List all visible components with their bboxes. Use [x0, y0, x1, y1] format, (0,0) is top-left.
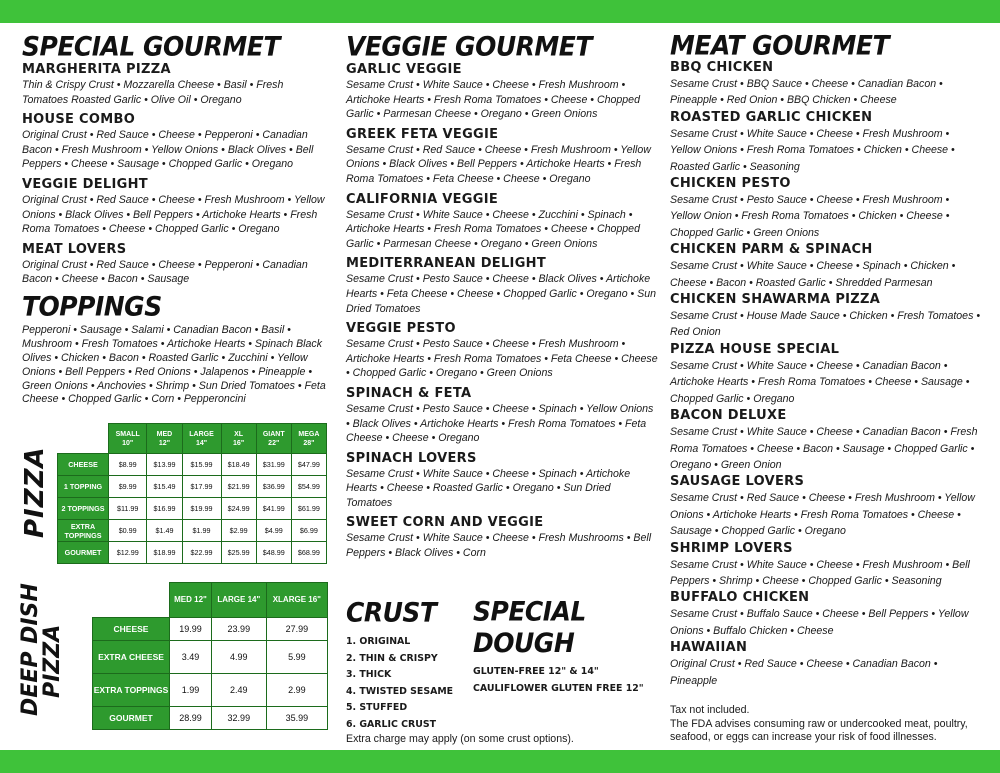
veggie-gourmet-list — [346, 62, 658, 561]
size-header-line: 16" — [233, 439, 245, 447]
menu-item-name: BACON DELUXE — [670, 408, 787, 424]
price-cell: 5.99 — [266, 641, 327, 674]
price-cell: $0.99 — [109, 520, 147, 542]
size-header-line: MEGA — [298, 430, 320, 438]
price-cell: $2.99 — [221, 520, 256, 542]
deep-dish-label-line2: PIZZA — [40, 624, 65, 698]
menu-item — [346, 451, 658, 511]
row-label: EXTRA CHEESE — [93, 641, 170, 674]
menu-item — [670, 292, 982, 341]
price-cell: 23.99 — [211, 618, 266, 641]
menu-item — [670, 342, 982, 407]
price-cell: $47.99 — [291, 454, 326, 476]
size-header-line: 28" — [303, 439, 315, 447]
price-cell: $25.99 — [221, 542, 256, 564]
menu-item — [346, 321, 658, 381]
menu-item-name: VEGGIE DELIGHT — [22, 176, 148, 192]
menu-item-name: SAUSAGE LOVERS — [670, 474, 805, 490]
menu-item-name: PIZZA HOUSE SPECIAL — [670, 341, 840, 357]
section-title-meat-gourmet: MEAT GOURMET — [670, 30, 889, 61]
crust-section — [346, 598, 476, 734]
menu-item — [346, 256, 658, 316]
pizza-table-body — [58, 454, 327, 564]
menu-item — [670, 640, 982, 689]
size-header-line: MED — [156, 430, 173, 438]
menu-item-name: CHICKEN PARM & SPINACH — [670, 242, 873, 258]
menu-item-name: SPINACH LOVERS — [346, 450, 477, 466]
pizza-price-table — [57, 423, 327, 564]
extra-charge-note: Extra charge may apply (on some crust options). — [346, 733, 574, 745]
price-cell: $61.99 — [291, 498, 326, 520]
menu-item-description: Sesame Crust • White Sauce • Cheese • Canadian Bacon • Artichoke Hearts • Fresh Roma Tomatoes • Cheese • Sausage • Chopped Garlic • Oregano — [670, 359, 970, 405]
table-row — [93, 707, 328, 730]
size-header — [221, 424, 256, 454]
price-cell: $21.99 — [221, 476, 256, 498]
section-title-special-dough: SPECIAL DOUGH — [473, 596, 586, 659]
table-row — [58, 498, 327, 520]
row-label: CHEESE — [93, 618, 170, 641]
size-header — [182, 424, 221, 454]
menu-item-name: HOUSE COMBO — [22, 112, 136, 128]
menu-item-name: BBQ CHICKEN — [670, 60, 774, 75]
table-row — [58, 454, 327, 476]
size-header — [291, 424, 326, 454]
table-row — [93, 641, 328, 674]
menu-item-name: CALIFORNIA VEGGIE — [346, 191, 499, 207]
menu-item-description: Sesame Crust • Pesto Sauce • Cheese • Black Olives • Artichoke Hearts • Feta Cheese • Cheese • Chopped Garlic • Oregano • Sun Dried Tomatoes — [346, 273, 657, 315]
price-cell: $31.99 — [256, 454, 291, 476]
menu-item — [346, 192, 658, 252]
menu-item — [670, 242, 982, 291]
crust-option: 6. GARLIC CRUST — [346, 718, 436, 730]
section-title-special-gourmet: SPECIAL GOURMET — [22, 31, 280, 62]
bottom-green-bar — [0, 750, 1000, 773]
price-cell: $12.99 — [109, 542, 147, 564]
price-cell: $1.49 — [147, 520, 182, 542]
table-row — [58, 476, 327, 498]
menu-item-description: Original Crust • Red Sauce • Cheese • Pepperoni • Canadian Bacon • Fresh Mushroom • Yellow Onions • Black Olives • Bell Peppers • Cheese • Sausage • Chopped Garlic • Oregano — [22, 129, 314, 171]
pizza-table-header-row — [58, 424, 327, 454]
menu-item — [670, 541, 982, 590]
menu-item-name: SPINACH & FETA — [346, 385, 472, 401]
size-header-line: LARGE — [189, 430, 214, 438]
price-cell: $6.99 — [291, 520, 326, 542]
top-green-bar — [0, 0, 1000, 23]
price-cell: 2.49 — [211, 674, 266, 707]
menu-item-name: CHICKEN SHAWARMA PIZZA — [670, 292, 881, 308]
price-cell: $8.99 — [109, 454, 147, 476]
menu-item-name: MARGHERITA PIZZA — [22, 62, 171, 77]
menu-item-name: GREEK FETA VEGGIE — [346, 126, 499, 142]
price-cell: $19.99 — [182, 498, 221, 520]
tax-note: Tax not included. — [670, 704, 750, 716]
price-cell: 32.99 — [211, 707, 266, 730]
price-cell: $9.99 — [109, 476, 147, 498]
menu-item — [346, 386, 658, 446]
special-gourmet-list — [22, 62, 332, 287]
deep-dish-label-line1: DEEP DISH — [18, 583, 43, 716]
table-row — [58, 542, 327, 564]
crust-option: 1. ORIGINAL — [346, 636, 411, 647]
price-cell: $11.99 — [109, 498, 147, 520]
crust-option: 5. STUFFED — [346, 702, 408, 714]
size-header-line: XL — [234, 430, 244, 438]
menu-item-description: Sesame Crust • White Sauce • Cheese • Fresh Mushroom • Artichoke Hearts • Fresh Roma Tomatoes • Cheese • Chopped Garlic • Parmesan Cheese • Oregano • Green Onions — [346, 79, 640, 121]
size-header — [147, 424, 182, 454]
menu-item-name: VEGGIE PESTO — [346, 321, 456, 337]
menu-item — [22, 242, 332, 287]
size-header — [256, 424, 291, 454]
price-cell: $48.99 — [256, 542, 291, 564]
price-cell: $18.99 — [147, 542, 182, 564]
column-meat-gourmet — [670, 32, 982, 690]
price-cell: $17.99 — [182, 476, 221, 498]
deep-dish-price-table — [92, 582, 328, 730]
price-cell: 19.99 — [170, 618, 212, 641]
deep-dish-vertical-label — [20, 583, 64, 716]
menu-item-description: Original Crust • Red Sauce • Cheese • Pepperoni • Canadian Bacon • Cheese • Bacon • Sausage — [22, 258, 308, 286]
dough-option: CAULIFLOWER GLUTEN FREE 12" — [473, 682, 644, 694]
row-label: EXTRA TOPPINGS — [58, 520, 109, 542]
meat-gourmet-list — [670, 60, 982, 689]
menu-item — [346, 62, 658, 122]
menu-item-description: Sesame Crust • White Sauce • Cheese • Canadian Bacon • Fresh Roma Tomatoes • Cheese • Bacon • Sausage • Chopped Garlic • Oregano • Green Onion — [670, 426, 978, 471]
menu-item — [670, 590, 982, 639]
menu-item — [22, 177, 332, 237]
menu-item — [670, 110, 982, 175]
price-cell: $22.99 — [182, 542, 221, 564]
size-header-line: 10" — [122, 439, 134, 447]
menu-item-description: Sesame Crust • Pesto Sauce • Cheese • Fresh Mushroom • Yellow Onion • Fresh Roma Tomatoes • Chicken • Cheese • Chopped Garlic • Green Onions — [670, 194, 950, 239]
size-header-line: GIANT — [262, 430, 285, 438]
row-label: EXTRA TOPPINGS — [93, 674, 170, 707]
price-cell: $24.99 — [221, 498, 256, 520]
price-cell: $54.99 — [291, 476, 326, 498]
menu-item-name: CHICKEN PESTO — [670, 176, 791, 192]
menu-item-description: Sesame Crust • Pesto Sauce • Cheese • Fresh Mushroom • Artichoke Hearts • Fresh Roma Tomatoes • Feta Cheese • Cheese • Chopped Garlic • Oregano • Green Onions — [346, 338, 658, 380]
menu-item-description: Sesame Crust • White Sauce • Cheese • Fresh Mushroom • Bell Peppers • Shrimp • Cheese • Chopped Garlic • Seasoning — [670, 558, 970, 587]
size-header: MED 12" — [170, 583, 212, 618]
section-title-veggie-gourmet: VEGGIE GOURMET — [346, 31, 592, 62]
price-cell: $41.99 — [256, 498, 291, 520]
table-row — [58, 520, 327, 542]
menu-item-description: Sesame Crust • White Sauce • Cheese • Fresh Mushroom • Yellow Onions • Fresh Roma Tomatoes • Chicken • Cheese • Roasted Garlic • Seasoning — [670, 127, 955, 173]
price-cell: 2.99 — [266, 674, 327, 707]
price-cell: 27.99 — [266, 618, 327, 641]
column-veggie-gourmet — [346, 32, 658, 566]
section-title-toppings: TOPPINGS — [22, 291, 162, 322]
menu-item-name: MEAT LOVERS — [22, 241, 127, 257]
row-label: 1 TOPPING — [58, 476, 109, 498]
menu-item — [670, 474, 982, 539]
special-dough-section — [473, 598, 663, 697]
price-cell: $13.99 — [147, 454, 182, 476]
price-cell: $16.99 — [147, 498, 182, 520]
menu-item-description: Sesame Crust • White Sauce • Cheese • Zucchini • Spinach • Artichoke Hearts • Fresh Roma Tomatoes • Cheese • Chopped Garlic • Parmesan Cheese • Oregano • Green Onions — [346, 208, 640, 250]
section-title-crust: CRUST — [346, 597, 437, 628]
menu-item-description: Sesame Crust • House Made Sauce • Chicken • Fresh Tomatoes • Red Onion — [670, 310, 981, 339]
row-label: 2 TOPPINGS — [58, 498, 109, 520]
price-cell: $36.99 — [256, 476, 291, 498]
menu-item-description: Sesame Crust • BBQ Sauce • Cheese • Canadian Bacon • Pineapple • Red Onion • BBQ Chicken • Cheese — [670, 78, 943, 107]
crust-list — [346, 634, 476, 734]
price-cell: $4.99 — [256, 520, 291, 542]
menu-item-name: BUFFALO CHICKEN — [670, 590, 810, 606]
menu-item-name: MEDITERRANEAN DELIGHT — [346, 256, 547, 272]
price-cell: 35.99 — [266, 707, 327, 730]
menu-item-name: ROASTED GARLIC CHICKEN — [670, 109, 873, 125]
row-label: GOURMET — [58, 542, 109, 564]
menu-item-description: Original Crust • Red Sauce • Cheese • Fresh Mushroom • Yellow Onions • Black Olives • Bell Peppers • Artichoke Hearts • Fresh Roma Tomatoes • Cheese • Chopped Garlic • Oregano — [22, 193, 325, 236]
special-dough-list — [473, 664, 663, 697]
menu-item-description: Sesame Crust • Red Sauce • Cheese • Fresh Mushroom • Yellow Onions • Artichoke Hearts • Fresh Roma Tomatoes • Cheese • Sausage • Chopped Garlic • Oregano — [670, 492, 975, 538]
table-row — [93, 674, 328, 707]
crust-option: 4. TWISTED SESAME — [346, 685, 454, 697]
column-special-gourmet — [22, 32, 332, 407]
fda-note: The FDA advises consuming raw or undercooked meat, poultry, seafood, or eggs can increase your risk of food illnesses. — [670, 717, 968, 743]
menu-item-name: GARLIC VEGGIE — [346, 62, 462, 77]
corner-cell — [58, 424, 109, 454]
crust-option: 3. THICK — [346, 669, 392, 681]
menu-item-name: SWEET CORN AND VEGGIE — [346, 515, 544, 531]
price-cell: $68.99 — [291, 542, 326, 564]
disclaimer-notes — [670, 704, 982, 745]
price-cell: 28.99 — [170, 707, 212, 730]
deep-table-header-row — [93, 583, 328, 618]
price-cell: $18.49 — [221, 454, 256, 476]
menu-item-description: Sesame Crust • White Sauce • Cheese • Fresh Mushrooms • Bell Peppers • Black Olives • Corn — [346, 532, 652, 560]
menu-item — [670, 60, 982, 109]
menu-item — [22, 62, 332, 107]
menu-item-description: Sesame Crust • Buffalo Sauce • Cheese • Bell Peppers • Yellow Onions • Buffalo Chicken • Cheese — [670, 608, 969, 637]
price-cell: $15.49 — [147, 476, 182, 498]
deep-table-body — [93, 618, 328, 730]
size-header: LARGE 14" — [211, 583, 266, 618]
menu-item-description: Thin & Crispy Crust • Mozzarella Cheese • Basil • Fresh Tomatoes Roasted Garlic • Olive Oil • Oregano — [22, 79, 284, 106]
price-cell: 3.49 — [170, 641, 212, 674]
size-header-line: 22" — [268, 439, 280, 447]
menu-item-description: Sesame Crust • Pesto Sauce • Cheese • Spinach • Yellow Onions • Black Olives • Artichoke Hearts • Fresh Roma Tomatoes • Feta Cheese • Cheese • Oregano — [346, 402, 654, 445]
toppings-list-text: Pepperoni • Sausage • Salami • Canadian Bacon • Basil • Mushroom • Fresh Tomatoes • Artichoke Hearts • Spinach Black Olives • Chicken • Bacon • Roasted Garlic • Zucchini • Yellow Onions • Bell Peppers • Red Onions • Jalapenos • Pineapple • Green Onions • Anchovies • Shrimp • Sun Dried Tomatoes • Feta Cheese • Chopped Garlic • Corn • Pepperoncini — [22, 323, 326, 406]
menu-item-description: Original Crust • Red Sauce • Cheese • Canadian Bacon • Pineapple — [670, 658, 938, 687]
size-header-line: 14" — [195, 439, 208, 447]
price-cell: $15.99 — [182, 454, 221, 476]
menu-item-description: Sesame Crust • White Sauce • Cheese • Spinach • Chicken • Cheese • Bacon • Roasted Garlic • Shredded Parmesan — [670, 260, 956, 289]
dough-option: GLUTEN-FREE 12" & 14" — [473, 666, 599, 677]
price-cell: $1.99 — [182, 520, 221, 542]
crust-option: 2. THIN & CRISPY — [346, 652, 438, 664]
menu-item-description: Sesame Crust • Red Sauce • Cheese • Fresh Mushroom • Yellow Onions • Black Olives • Bell Peppers • Artichoke Hearts • Fresh Roma Tomatoes • Feta Cheese • Cheese • Oregano — [346, 143, 651, 185]
pizza-vertical-label: PIZZA — [20, 446, 50, 538]
size-header — [109, 424, 147, 454]
menu-item — [346, 515, 658, 560]
size-header: XLARGE 16" — [266, 583, 327, 618]
price-cell: 1.99 — [170, 674, 212, 707]
menu-item-description: Sesame Crust • White Sauce • Cheese • Spinach • Artichoke Hearts • Cheese • Roasted Garlic • Oregano • Sun Dried Tomatoes — [346, 467, 631, 509]
menu-item — [670, 408, 982, 473]
table-row — [93, 618, 328, 641]
menu-item — [346, 127, 658, 187]
row-label: CHEESE — [58, 454, 109, 476]
price-cell: 4.99 — [211, 641, 266, 674]
menu-item-name: HAWAIIAN — [670, 640, 748, 656]
corner-cell — [93, 583, 170, 618]
row-label: GOURMET — [93, 707, 170, 730]
menu-item-name: SHRIMP LOVERS — [670, 540, 793, 556]
menu-item — [670, 176, 982, 241]
size-header-line: 12" — [158, 439, 171, 447]
size-header-line: SMALL — [115, 430, 140, 438]
menu-item — [22, 112, 332, 172]
